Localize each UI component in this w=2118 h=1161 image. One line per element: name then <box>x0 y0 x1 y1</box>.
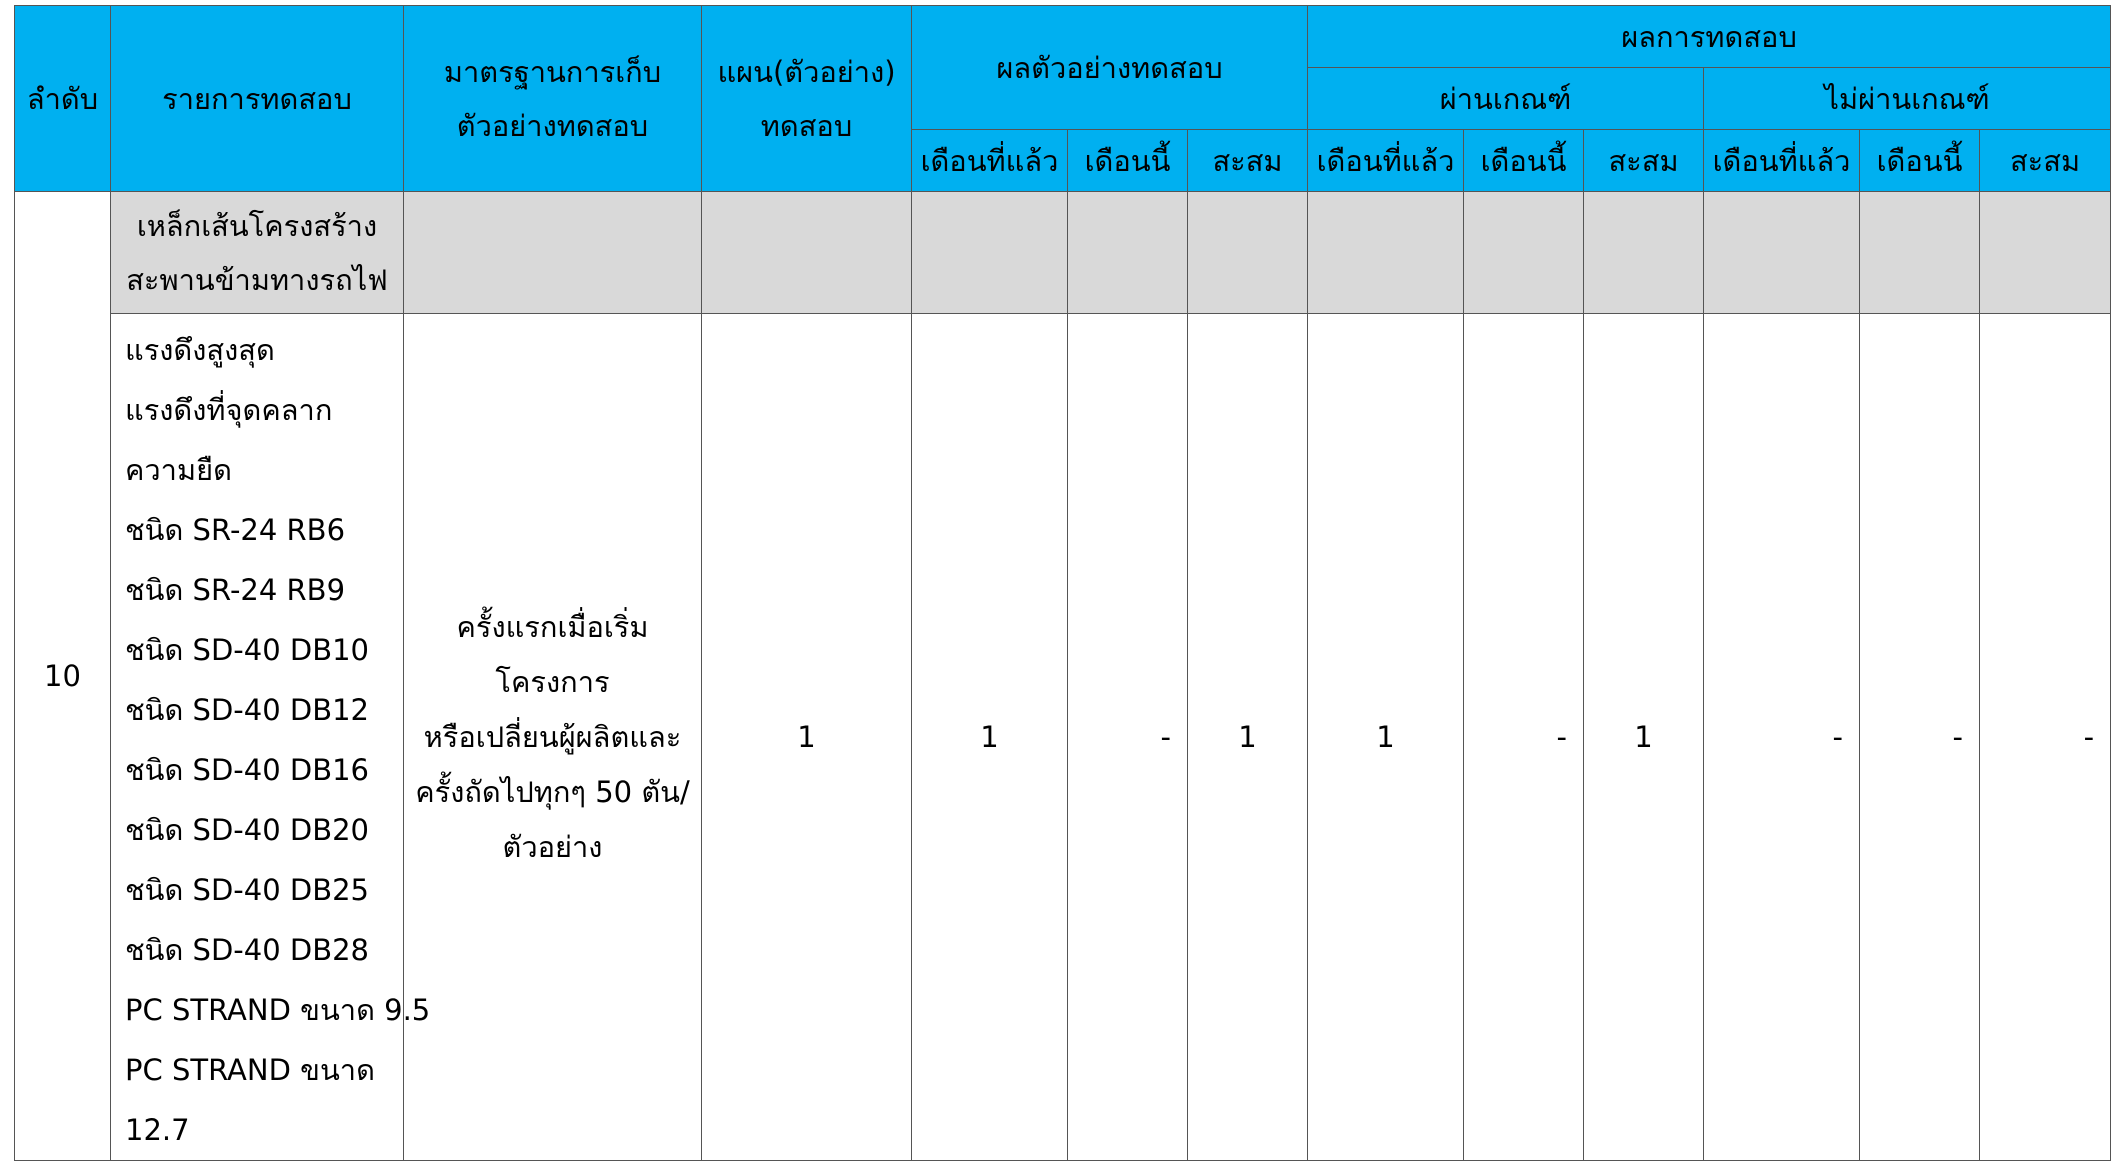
row-seq: 10 <box>15 192 111 1161</box>
test-item: ชนิด SD-40 DB28 <box>125 933 370 967</box>
section-cell <box>1860 192 1980 314</box>
fail-this-month-cell: - <box>1860 314 1980 1161</box>
header-plan-line2: ทดสอบ <box>760 108 853 143</box>
section-cell <box>1980 192 2111 314</box>
section-cell <box>1704 192 1860 314</box>
section-cell <box>1068 192 1188 314</box>
test-item: PC STRAND ขนาด 9.5 <box>125 993 431 1027</box>
header-standard-line2: ตัวอย่างทดสอบ <box>456 108 649 143</box>
plan-cell: 1 <box>702 314 912 1161</box>
test-item: ความยืด <box>125 453 232 487</box>
pass-this-month-cell: - <box>1464 314 1584 1161</box>
sample-cumulative-cell: 1 <box>1188 314 1308 1161</box>
data-row <box>15 314 2111 1161</box>
section-cell <box>1584 192 1704 314</box>
section-cell <box>404 192 702 314</box>
header-test-item: รายการทดสอบ <box>111 6 404 192</box>
standard-line: ครั้งแรกเมื่อเริ่มโครงการ <box>456 609 649 699</box>
standard-line: ตัวอย่าง <box>502 829 603 864</box>
fail-cumulative-cell: - <box>1980 314 2111 1161</box>
test-item: ชนิด SD-40 DB25 <box>125 873 370 907</box>
section-title-line2: สะพานข้ามทางรถไฟ <box>126 262 388 297</box>
test-item: ชนิด SR-24 RB6 <box>125 513 346 547</box>
test-item: ชนิด SD-40 DB20 <box>125 813 370 847</box>
test-item: แรงดึงที่จุดคลาก <box>125 393 333 427</box>
test-results-table <box>14 5 2111 1161</box>
section-cell <box>702 192 912 314</box>
fail-last-month-cell: - <box>1704 314 1860 1161</box>
header-plan <box>702 6 912 192</box>
header-sample-this-month: เดือนนี้ <box>1068 130 1188 192</box>
standard-text <box>412 600 693 875</box>
section-title-line1: เหล็กเส้นโครงสร้าง <box>136 208 378 243</box>
header-test-result: ผลการทดสอบ <box>1308 6 2111 68</box>
standard-line: หรือเปลี่ยนผู้ผลิตและ <box>423 719 682 754</box>
header-pass: ผ่านเกณฑ์ <box>1308 68 1704 130</box>
header-fail-last-month: เดือนที่แล้ว <box>1704 130 1860 192</box>
header-seq: ลำดับ <box>15 6 111 192</box>
sample-last-month-cell: 1 <box>912 314 1068 1161</box>
test-items-cell <box>111 314 431 1161</box>
header-fail: ไม่ผ่านเกณฑ์ <box>1704 68 2111 130</box>
section-title <box>111 192 404 314</box>
header-sample-last-month: เดือนที่แล้ว <box>912 130 1068 192</box>
section-cell <box>1308 192 1464 314</box>
test-item: PC STRAND ขนาด <box>125 1053 375 1087</box>
test-item: ชนิด SD-40 DB12 <box>125 693 370 727</box>
header-fail-this-month: เดือนนี้ <box>1860 130 1980 192</box>
header-standard-line1: มาตรฐานการเก็บ <box>443 54 662 89</box>
header-fail-cumulative: สะสม <box>1980 130 2111 192</box>
header-pass-last-month: เดือนที่แล้ว <box>1308 130 1464 192</box>
header-plan-line1: แผน(ตัวอย่าง) <box>717 54 896 89</box>
section-cell <box>1188 192 1308 314</box>
test-item: ชนิด SR-24 RB9 <box>125 573 346 607</box>
sample-this-month-cell: - <box>1068 314 1188 1161</box>
header-standard <box>404 6 702 192</box>
pass-cumulative-cell: 1 <box>1584 314 1704 1161</box>
test-items-list <box>125 320 431 1160</box>
pass-last-month-cell: 1 <box>1308 314 1464 1161</box>
standard-cell <box>404 314 702 1161</box>
header-row-1 <box>15 6 2111 68</box>
test-item: 12.7 <box>125 1113 190 1147</box>
section-row <box>15 192 2111 314</box>
section-cell <box>1464 192 1584 314</box>
test-item: ชนิด SD-40 DB16 <box>125 753 370 787</box>
test-item: ชนิด SD-40 DB10 <box>125 633 370 667</box>
header-pass-this-month: เดือนนี้ <box>1464 130 1584 192</box>
section-cell <box>912 192 1068 314</box>
header-sample-cumulative: สะสม <box>1188 130 1308 192</box>
standard-line: ครั้งถัดไปทุกๆ 50 ตัน/ <box>415 774 690 809</box>
header-pass-cumulative: สะสม <box>1584 130 1704 192</box>
header-sample-result: ผลตัวอย่างทดสอบ <box>912 6 1308 130</box>
test-item: แรงดึงสูงสุด <box>125 333 275 367</box>
